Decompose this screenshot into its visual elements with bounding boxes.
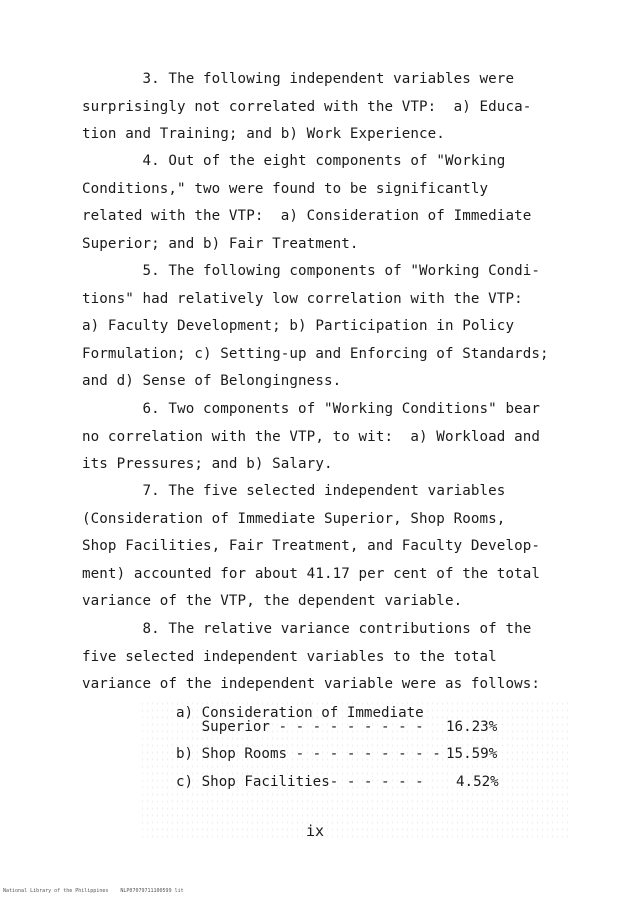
list-item-c-value: 4.52% [456,774,499,790]
finding-3-paragraph: 3. The following independent variables were surprisingly not correlated with the VTP: a) Educa- tion and Training; and b) Work Experience. [82,71,532,142]
archive-footer: National Library of the Philippines NLP07079711100599 lit [3,888,184,894]
finding-6-paragraph: 6. Two components of "Working Conditions" bear no correlation with the VTP, to wit: a) Workload and its Pressures; and b) Salary. [82,401,541,472]
finding-5-paragraph: 5. The following components of "Working Condi- tions" had relatively low correlation with the VTP: a) Faculty Development; b) Participation in Policy Formulation; c) Setting-up and Enforcing of Standards; and d) Sense of Belongingness. [82,263,549,389]
list-item-c-label: c) Shop Facilities- - - - - - [176,774,424,790]
list-item-a-line1: a) Consideration of Immediate [176,705,424,721]
finding-7-paragraph: 7. The five selected independent variables (Consideration of Immediate Superior, Shop Rooms, Shop Facilities, Fair Treatment, and Faculty Develop- ment) accounted for about 41.17 per cent of the total variance of the VTP, the dependent variable. [82,483,541,609]
list-item-b-value: 15.59% [446,746,498,762]
finding-8-paragraph: 8. The relative variance contributions of the five selected independent variables to the total variance of the independent variable were as follows: [82,621,541,692]
list-item-a-value: 16.23% [446,719,498,735]
finding-4-paragraph: 4. Out of the eight components of "Working Conditions," two were found to be significantly related with the VTP: a) Consideration of Immediate Superior; and b) Fair Treatment. [82,153,532,252]
page-number: ix [306,822,325,840]
list-item-a-line2: Superior - - - - - - - - - [176,719,424,735]
list-item-b-label: b) Shop Rooms - - - - - - - - - [176,746,441,762]
